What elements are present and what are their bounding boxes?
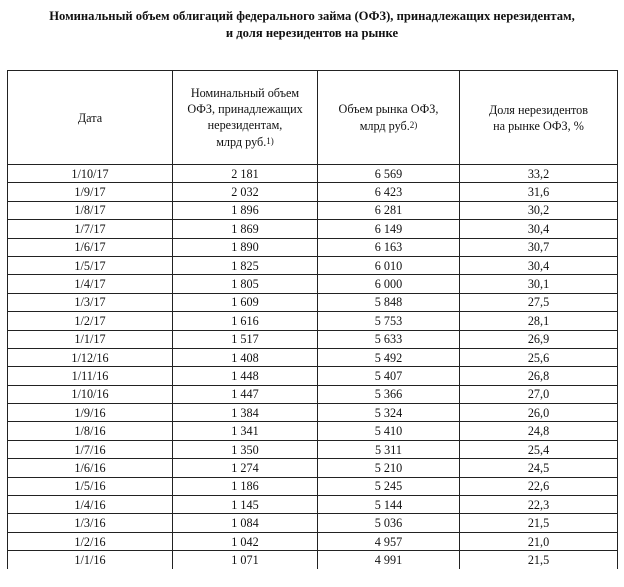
cell-nonresident-share: 26,8 <box>460 367 618 385</box>
cell-market-volume: 5 210 <box>318 459 460 477</box>
cell-nonresident-volume: 1 071 <box>173 551 318 569</box>
cell-market-volume: 6 010 <box>318 256 460 274</box>
header-date <box>8 71 173 165</box>
cell-nonresident-share: 27,0 <box>460 385 618 403</box>
header-nonresident-volume <box>173 71 318 165</box>
cell-date: 1/4/17 <box>8 275 173 293</box>
table-row <box>8 312 618 330</box>
table-row <box>8 256 618 274</box>
table-header-row <box>8 71 618 165</box>
header-date-label: Дата <box>77 110 103 125</box>
table-row <box>8 404 618 422</box>
cell-nonresident-share: 30,2 <box>460 201 618 219</box>
cell-nonresident-share: 22,6 <box>460 477 618 495</box>
table-row <box>8 440 618 458</box>
cell-market-volume: 6 163 <box>318 238 460 256</box>
cell-market-volume: 6 000 <box>318 275 460 293</box>
table-row <box>8 477 618 495</box>
cell-date: 1/2/16 <box>8 532 173 550</box>
cell-nonresident-share: 26,9 <box>460 330 618 348</box>
header-share-line1: Доля нерезидентов <box>488 102 589 117</box>
cell-nonresident-share: 25,4 <box>460 440 618 458</box>
cell-date: 1/6/16 <box>8 459 173 477</box>
header-nonresident-volume-line3: нерезидентам, <box>207 118 283 132</box>
cell-market-volume: 4 957 <box>318 532 460 550</box>
cell-market-volume: 5 407 <box>318 367 460 385</box>
cell-date: 1/1/16 <box>8 551 173 569</box>
cell-nonresident-volume: 1 274 <box>173 459 318 477</box>
header-nonresident-volume-line1: Номинальный объем <box>190 86 300 100</box>
cell-nonresident-volume: 1 869 <box>173 220 318 238</box>
cell-nonresident-volume: 1 616 <box>173 312 318 330</box>
cell-nonresident-share: 27,5 <box>460 293 618 311</box>
cell-market-volume: 5 144 <box>318 496 460 514</box>
cell-market-volume: 6 149 <box>318 220 460 238</box>
cell-nonresident-volume: 1 447 <box>173 385 318 403</box>
cell-date: 1/12/16 <box>8 348 173 366</box>
cell-market-volume: 5 311 <box>318 440 460 458</box>
cell-nonresident-volume: 2 181 <box>173 165 318 183</box>
title-line-1: Номинальный объем облигаций федерального займа (ОФЗ), принадлежащих нерезидентам, <box>49 9 575 23</box>
cell-market-volume: 5 410 <box>318 422 460 440</box>
cell-nonresident-volume: 1 896 <box>173 201 318 219</box>
table-row <box>8 422 618 440</box>
ofz-table <box>7 70 618 569</box>
footnote-marker-1: 1) <box>266 136 274 146</box>
cell-market-volume: 6 281 <box>318 201 460 219</box>
cell-market-volume: 4 991 <box>318 551 460 569</box>
cell-nonresident-share: 24,5 <box>460 459 618 477</box>
table-row <box>8 275 618 293</box>
table-row <box>8 496 618 514</box>
header-nonresident-volume-line2: ОФЗ, принадлежащих <box>187 102 303 116</box>
cell-date: 1/10/16 <box>8 385 173 403</box>
cell-nonresident-volume: 1 350 <box>173 440 318 458</box>
cell-nonresident-share: 26,0 <box>460 404 618 422</box>
cell-date: 1/8/17 <box>8 201 173 219</box>
cell-market-volume: 5 848 <box>318 293 460 311</box>
table-row <box>8 459 618 477</box>
cell-market-volume: 5 633 <box>318 330 460 348</box>
table-row <box>8 238 618 256</box>
cell-date: 1/1/17 <box>8 330 173 348</box>
cell-market-volume: 5 036 <box>318 514 460 532</box>
table-body <box>8 165 618 569</box>
cell-nonresident-share: 21,0 <box>460 532 618 550</box>
header-market-volume <box>318 71 460 165</box>
table-row <box>8 293 618 311</box>
cell-nonresident-share: 21,5 <box>460 514 618 532</box>
cell-date: 1/9/17 <box>8 183 173 201</box>
header-share-line2: на рынке ОФЗ, % <box>493 118 584 133</box>
cell-nonresident-volume: 1 890 <box>173 238 318 256</box>
cell-date: 1/8/16 <box>8 422 173 440</box>
cell-nonresident-share: 30,1 <box>460 275 618 293</box>
cell-market-volume: 5 753 <box>318 312 460 330</box>
cell-date: 1/7/17 <box>8 220 173 238</box>
cell-nonresident-share: 30,4 <box>460 256 618 274</box>
cell-date: 1/3/16 <box>8 514 173 532</box>
cell-nonresident-volume: 1 517 <box>173 330 318 348</box>
header-market-volume-line1: Объем рынка ОФЗ, <box>338 102 439 116</box>
cell-date: 1/9/16 <box>8 404 173 422</box>
table-row <box>8 385 618 403</box>
table-row <box>8 367 618 385</box>
cell-nonresident-share: 24,8 <box>460 422 618 440</box>
cell-market-volume: 5 366 <box>318 385 460 403</box>
cell-market-volume: 6 569 <box>318 165 460 183</box>
cell-nonresident-volume: 1 805 <box>173 275 318 293</box>
table-row <box>8 330 618 348</box>
cell-market-volume: 5 492 <box>318 348 460 366</box>
footnote-marker-2: 2) <box>409 120 418 130</box>
cell-nonresident-volume: 1 042 <box>173 532 318 550</box>
cell-date: 1/5/17 <box>8 256 173 274</box>
cell-nonresident-volume: 1 384 <box>173 404 318 422</box>
cell-nonresident-volume: 1 408 <box>173 348 318 366</box>
cell-market-volume: 6 423 <box>318 183 460 201</box>
table-row <box>8 532 618 550</box>
header-nonresident-share <box>460 71 618 165</box>
cell-nonresident-volume: 1 084 <box>173 514 318 532</box>
table-row <box>8 220 618 238</box>
cell-date: 1/7/16 <box>8 440 173 458</box>
document-title <box>0 8 624 42</box>
cell-nonresident-volume: 1 145 <box>173 496 318 514</box>
cell-date: 1/6/17 <box>8 238 173 256</box>
cell-nonresident-share: 31,6 <box>460 183 618 201</box>
cell-nonresident-share: 21,5 <box>460 551 618 569</box>
cell-nonresident-volume: 2 032 <box>173 183 318 201</box>
cell-nonresident-volume: 1 186 <box>173 477 318 495</box>
table-row <box>8 551 618 569</box>
cell-date: 1/5/16 <box>8 477 173 495</box>
table-row <box>8 348 618 366</box>
cell-nonresident-volume: 1 448 <box>173 367 318 385</box>
cell-nonresident-volume: 1 825 <box>173 256 318 274</box>
title-line-2: и доля нерезидентов на рынке <box>225 26 399 40</box>
cell-date: 1/4/16 <box>8 496 173 514</box>
table-row <box>8 183 618 201</box>
cell-date: 1/10/17 <box>8 165 173 183</box>
cell-nonresident-volume: 1 341 <box>173 422 318 440</box>
table-row <box>8 514 618 532</box>
cell-nonresident-share: 33,2 <box>460 165 618 183</box>
cell-nonresident-share: 25,6 <box>460 348 618 366</box>
cell-nonresident-share: 30,4 <box>460 220 618 238</box>
cell-nonresident-volume: 1 609 <box>173 293 318 311</box>
cell-nonresident-share: 28,1 <box>460 312 618 330</box>
cell-date: 1/11/16 <box>8 367 173 385</box>
cell-date: 1/2/17 <box>8 312 173 330</box>
cell-market-volume: 5 245 <box>318 477 460 495</box>
cell-nonresident-share: 30,7 <box>460 238 618 256</box>
cell-market-volume: 5 324 <box>318 404 460 422</box>
table-row <box>8 165 618 183</box>
table-row <box>8 201 618 219</box>
header-nonresident-volume-line4: млрд руб. <box>216 135 267 149</box>
cell-date: 1/3/17 <box>8 293 173 311</box>
header-market-volume-line2: млрд руб. <box>359 119 410 133</box>
cell-nonresident-share: 22,3 <box>460 496 618 514</box>
